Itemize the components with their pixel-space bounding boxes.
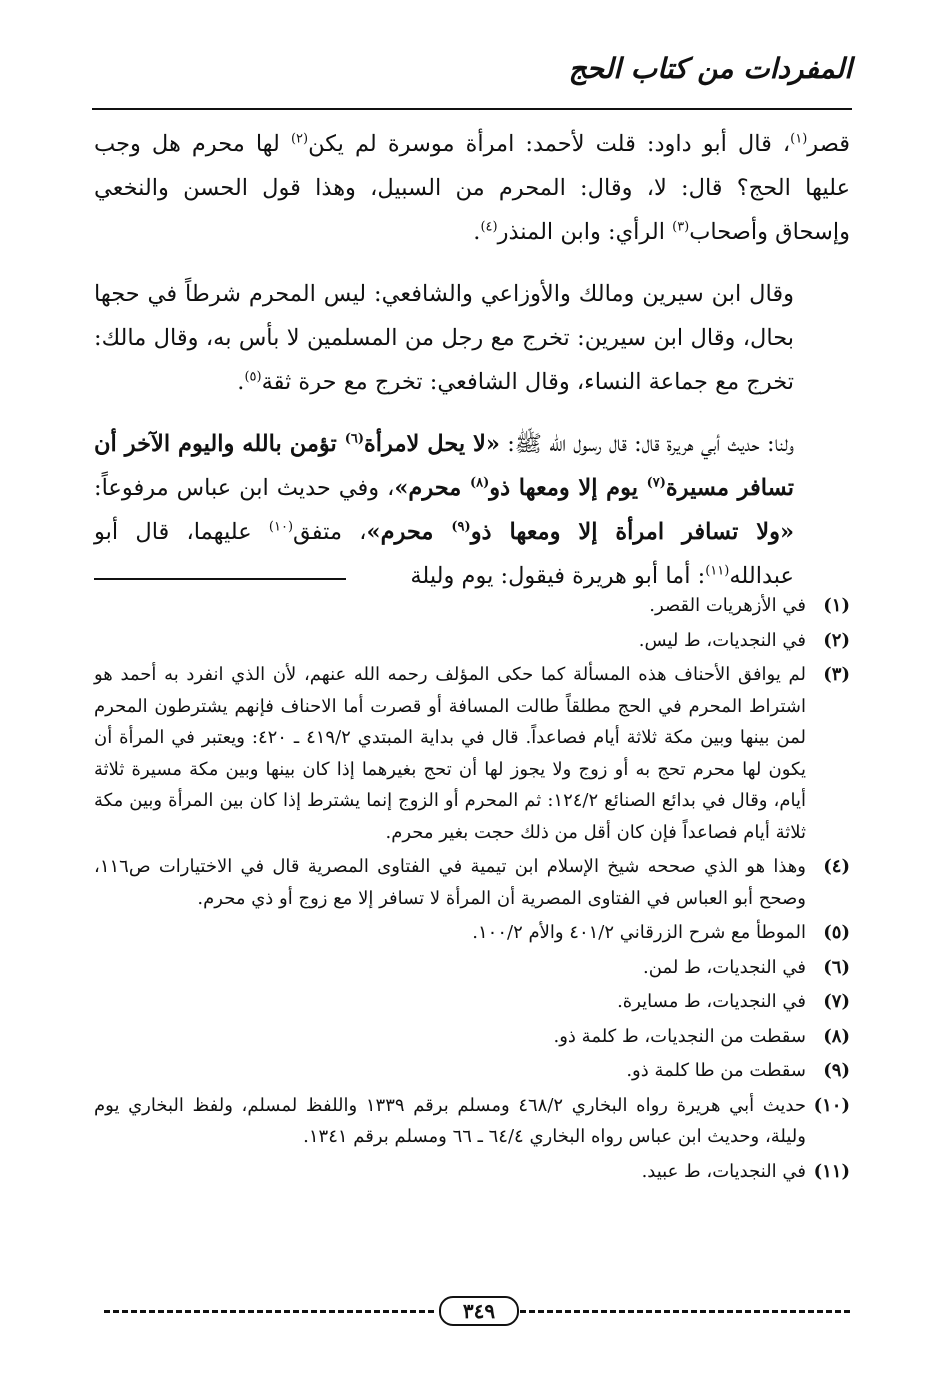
footnote-ref[interactable]: (٢)	[290, 131, 309, 147]
footnote-number: (٥)	[823, 922, 850, 943]
footnote-number: (٩)	[823, 1060, 850, 1081]
footnote-text: الموطأ مع شرح الزرقاني ٤٠١/٢ والأم ١٠٠/٢.	[472, 922, 806, 943]
text-run: قصر	[807, 131, 850, 157]
footnote-text: في النجديات، ط لمن.	[643, 956, 806, 978]
text-run: محرم»	[394, 475, 470, 501]
footnote-ref[interactable]: (٨)	[469, 475, 490, 491]
text-run: ، قال أبو داود: قلت لأحمد: امرأة موسرة لم يكن	[308, 131, 791, 157]
running-header-title: المفردات من كتاب الحج	[568, 52, 852, 85]
text-run: ، متفق	[293, 519, 367, 545]
footnote-number: (٧)	[823, 991, 850, 1012]
footnote-item	[94, 1021, 850, 1053]
footnote-item	[94, 851, 850, 914]
footnote-text: لم يوافق الأحناف هذه المسألة كما حكى المؤلف رحمه الله عنهم، لأن الذي انفرد به أحمد هو اشتراط المحرم في الحج مطلقاً طالت المسافة أو قصرت أما الاحناف فإنهم يشترطون المحرم لمن بينها وبين مكة ثلاثة أيام فصاعداً. قال في بداية المبتدي ٤١٩/٢ ـ ٤٢٠: ويعتبر في المرأة أن يكون لها محرم تحج به أو زوج ولا يجوز لها أن تحج بغيرهما إذا كان بينها وبين مكة مسيرة ثلاثة أيام، وقال في بدائع الصنائع ١٢٤/٢: ثم المحرم أو الزوج إنما يشترط إذا كان بين المرأة وبين مكة ثلاثة أيام فصاعداً فإن كان أقل من ذلك حجت بغير محرم.	[94, 664, 806, 843]
text-run: ، وفي حديث ابن عباس مرفوعاً:	[94, 475, 395, 501]
footnote-number: (١١)	[813, 1160, 850, 1182]
paragraph-2	[94, 272, 850, 404]
footnote-ref[interactable]: (٣)	[672, 219, 690, 235]
footnote-ref[interactable]: (٥)	[244, 369, 262, 385]
text-run: .	[473, 219, 481, 245]
text-run: يوم إلا ومعها ذو	[489, 475, 647, 501]
footnote-number: (٤)	[823, 856, 850, 877]
footnote-text: سقطت من النجديات، ط كلمة ذو.	[553, 1025, 806, 1047]
footnote-ref[interactable]: (٩)	[451, 519, 471, 535]
footnote-item	[94, 1055, 850, 1087]
footnote-text: في النجديات، ط مسايرة.	[617, 991, 806, 1012]
footnote-text: حديث أبي هريرة رواه البخاري ٤٦٨/٢ ومسلم برقم ١٣٣٩ واللفظ لمسلم، ولفظ البخاري يوم وليلة، وحديث ابن عباس رواه البخاري ٦٤/٤ ـ ٦٦ ومسلم برقم ١٣٤١.	[94, 1094, 806, 1147]
paragraph-3	[94, 422, 850, 598]
footnote-item	[94, 659, 850, 848]
text-run: وقال ابن سيرين ومالك والأوزاعي والشافعي: ليس المحرم شرطاً في حجها بحال، وقال ابن سيرين: تخرج مع رجل من المسلمين لا بأس به، وقال مالك: تخرج مع جماعة النساء، وقال الشافعي: تخرج مع حرة ثقة	[94, 281, 794, 395]
footnote-number: (١٠)	[813, 1094, 850, 1116]
footnote-text: سقطت من طا كلمة ذو.	[626, 1060, 806, 1081]
footnote-ref[interactable]: (٦)	[344, 431, 365, 447]
main-text	[94, 122, 850, 598]
footnote-item	[94, 590, 850, 622]
footnote-text: في الأزهريات القصر.	[649, 595, 806, 616]
text-run: الرأي: وابن المنذر	[497, 219, 673, 245]
footnote-number: (٦)	[823, 956, 850, 978]
footnote-number: (١)	[823, 595, 850, 616]
footnote-number: (٢)	[823, 629, 850, 651]
text-run: محرم»	[366, 519, 452, 545]
footnote-ref[interactable]: (٤)	[480, 219, 498, 235]
footnote-item	[94, 952, 850, 984]
footnote-separator	[94, 578, 346, 580]
footnote-text: في النجديات، ط عبيد.	[641, 1160, 806, 1182]
paragraph-1	[94, 122, 850, 254]
text-run: لها محرم هل وجب عليها الحج؟ قال: لا، وقال: المحرم من السبيل، وهذا قول الحسن والنخعي وإسحاق وأصحاب	[94, 131, 850, 245]
page-number: ٣٤٩	[439, 1296, 519, 1326]
footnote-item	[94, 1156, 850, 1188]
footer-dashed-rule-right	[520, 1310, 850, 1313]
footnote-item	[94, 917, 850, 949]
footnote-ref[interactable]: (١)	[790, 131, 808, 147]
footnote-number: (٣)	[823, 664, 850, 685]
header-rule	[92, 108, 852, 110]
footnote-ref[interactable]: (٧)	[646, 475, 666, 491]
footnote-item	[94, 625, 850, 657]
text-run: عليهما، قال أبو عبدالله	[94, 519, 794, 589]
page-footer	[94, 1296, 850, 1326]
text-run: تؤمن بالله واليوم الآخر أن تسافر مسيرة	[94, 431, 794, 501]
text-run: : أما أبو هريرة فيقول: يوم وليلة	[410, 563, 706, 589]
footnote-ref[interactable]: (١٠)	[268, 519, 294, 535]
hadith-text	[367, 519, 795, 545]
text-run: ولنا: حديث أبي هريرة قال: قال رسول الله ﷺ:	[499, 431, 794, 457]
footnote-text: في النجديات، ط ليس.	[638, 629, 806, 651]
text-run: «ولا تسافر امرأة إلا ومعها ذو	[470, 519, 795, 545]
footnote-ref[interactable]: (١١)	[705, 563, 730, 579]
footer-dashed-rule-left	[104, 1310, 434, 1313]
text-run: .	[237, 369, 245, 395]
footnote-text: وهذا هو الذي صححه شيخ الإسلام ابن تيمية في الفتاوى المصرية قال في الاختيارات ص١١٦، وصحح أبو العباس في الفتاوى المصرية أن المرأة لا تسافر إلا مع زوج أو ذي محرم.	[94, 856, 806, 909]
footnote-number: (٨)	[823, 1025, 850, 1047]
text-run: «لا يحل لامرأة	[364, 431, 500, 457]
footnote-item	[94, 986, 850, 1018]
footnote-item	[94, 1090, 850, 1153]
footnote-list	[94, 590, 850, 1190]
